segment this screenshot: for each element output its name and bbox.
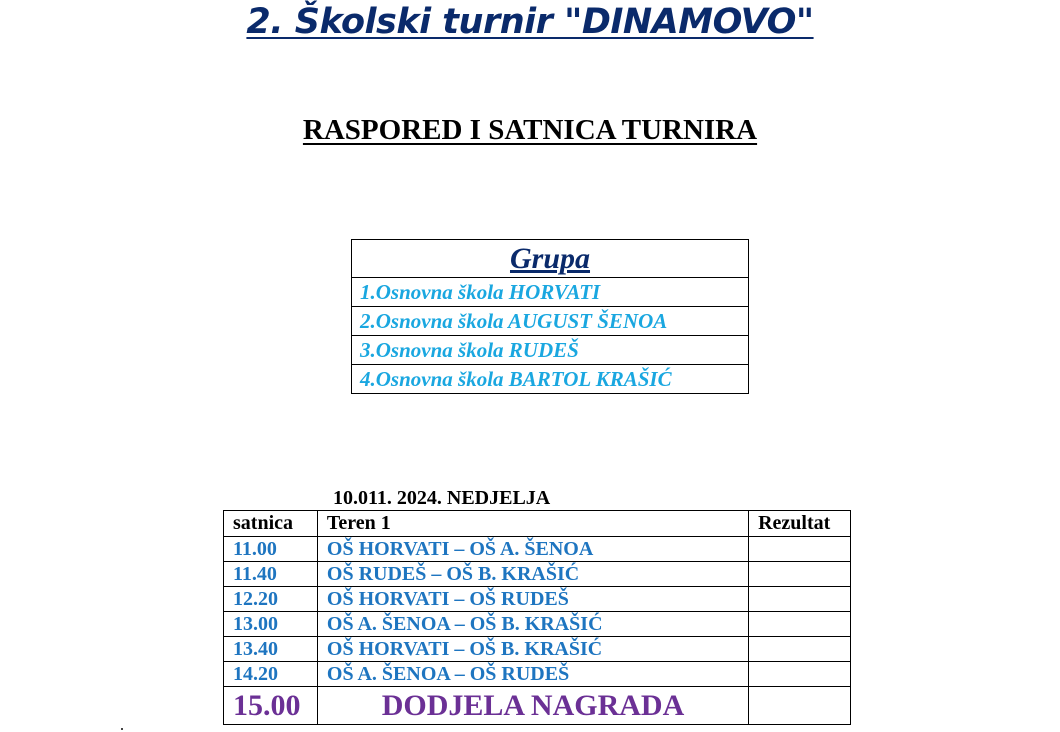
match-row: [224, 637, 851, 662]
award-label: DODJELA NAGRADA: [317, 687, 748, 725]
match-result: [749, 612, 851, 637]
group-header-row: [352, 240, 749, 278]
match-time: 11.00: [224, 537, 318, 562]
match-time: 11.40: [224, 562, 318, 587]
group-team-row: [352, 307, 749, 336]
match-time: 14.20: [224, 662, 318, 687]
match-teams: OŠ A. ŠENOA – OŠ RUDEŠ: [317, 662, 748, 687]
stray-dot: [121, 728, 123, 730]
award-row: [224, 687, 851, 725]
match-teams: OŠ RUDEŠ – OŠ B. KRAŠIĆ: [317, 562, 748, 587]
match-time: 12.20: [224, 587, 318, 612]
match-result: [749, 662, 851, 687]
schedule-header-row: [224, 511, 851, 537]
group-team: 3.Osnovna škola RUDEŠ: [352, 336, 749, 365]
group-table: [351, 239, 749, 394]
match-row: [224, 537, 851, 562]
group-team: 4.Osnovna škola BARTOL KRAŠIĆ: [352, 365, 749, 394]
group-team: 1.Osnovna škola HORVATI: [352, 278, 749, 307]
group-team: 2.Osnovna škola AUGUST ŠENOA: [352, 307, 749, 336]
subtitle: RASPORED I SATNICA TURNIRA: [302, 114, 758, 146]
main-title: 2. Školski turnir "DINAMOVO": [246, 2, 814, 42]
match-row: [224, 587, 851, 612]
match-result: [749, 537, 851, 562]
group-team-row: [352, 278, 749, 307]
schedule-date: 10.011. 2024. NEDJELJA: [333, 487, 551, 509]
time-column-header: satnica: [224, 511, 318, 537]
award-time: 15.00: [224, 687, 318, 725]
award-result-cell: [749, 687, 851, 725]
match-teams: OŠ HORVATI – OŠ B. KRAŠIĆ: [317, 637, 748, 662]
result-column-header: Rezultat: [749, 511, 851, 537]
group-team-row: [352, 365, 749, 394]
group-header: Grupa: [352, 240, 749, 278]
match-time: 13.40: [224, 637, 318, 662]
match-result: [749, 587, 851, 612]
match-row: [224, 662, 851, 687]
match-result: [749, 637, 851, 662]
group-team-row: [352, 336, 749, 365]
match-result: [749, 562, 851, 587]
match-teams: OŠ A. ŠENOA – OŠ B. KRAŠIĆ: [317, 612, 748, 637]
schedule-table: [223, 510, 851, 725]
match-teams: OŠ HORVATI – OŠ RUDEŠ: [317, 587, 748, 612]
match-row: [224, 612, 851, 637]
match-row: [224, 562, 851, 587]
match-time: 13.00: [224, 612, 318, 637]
field-column-header: Teren 1: [317, 511, 748, 537]
match-teams: OŠ HORVATI – OŠ A. ŠENOA: [317, 537, 748, 562]
